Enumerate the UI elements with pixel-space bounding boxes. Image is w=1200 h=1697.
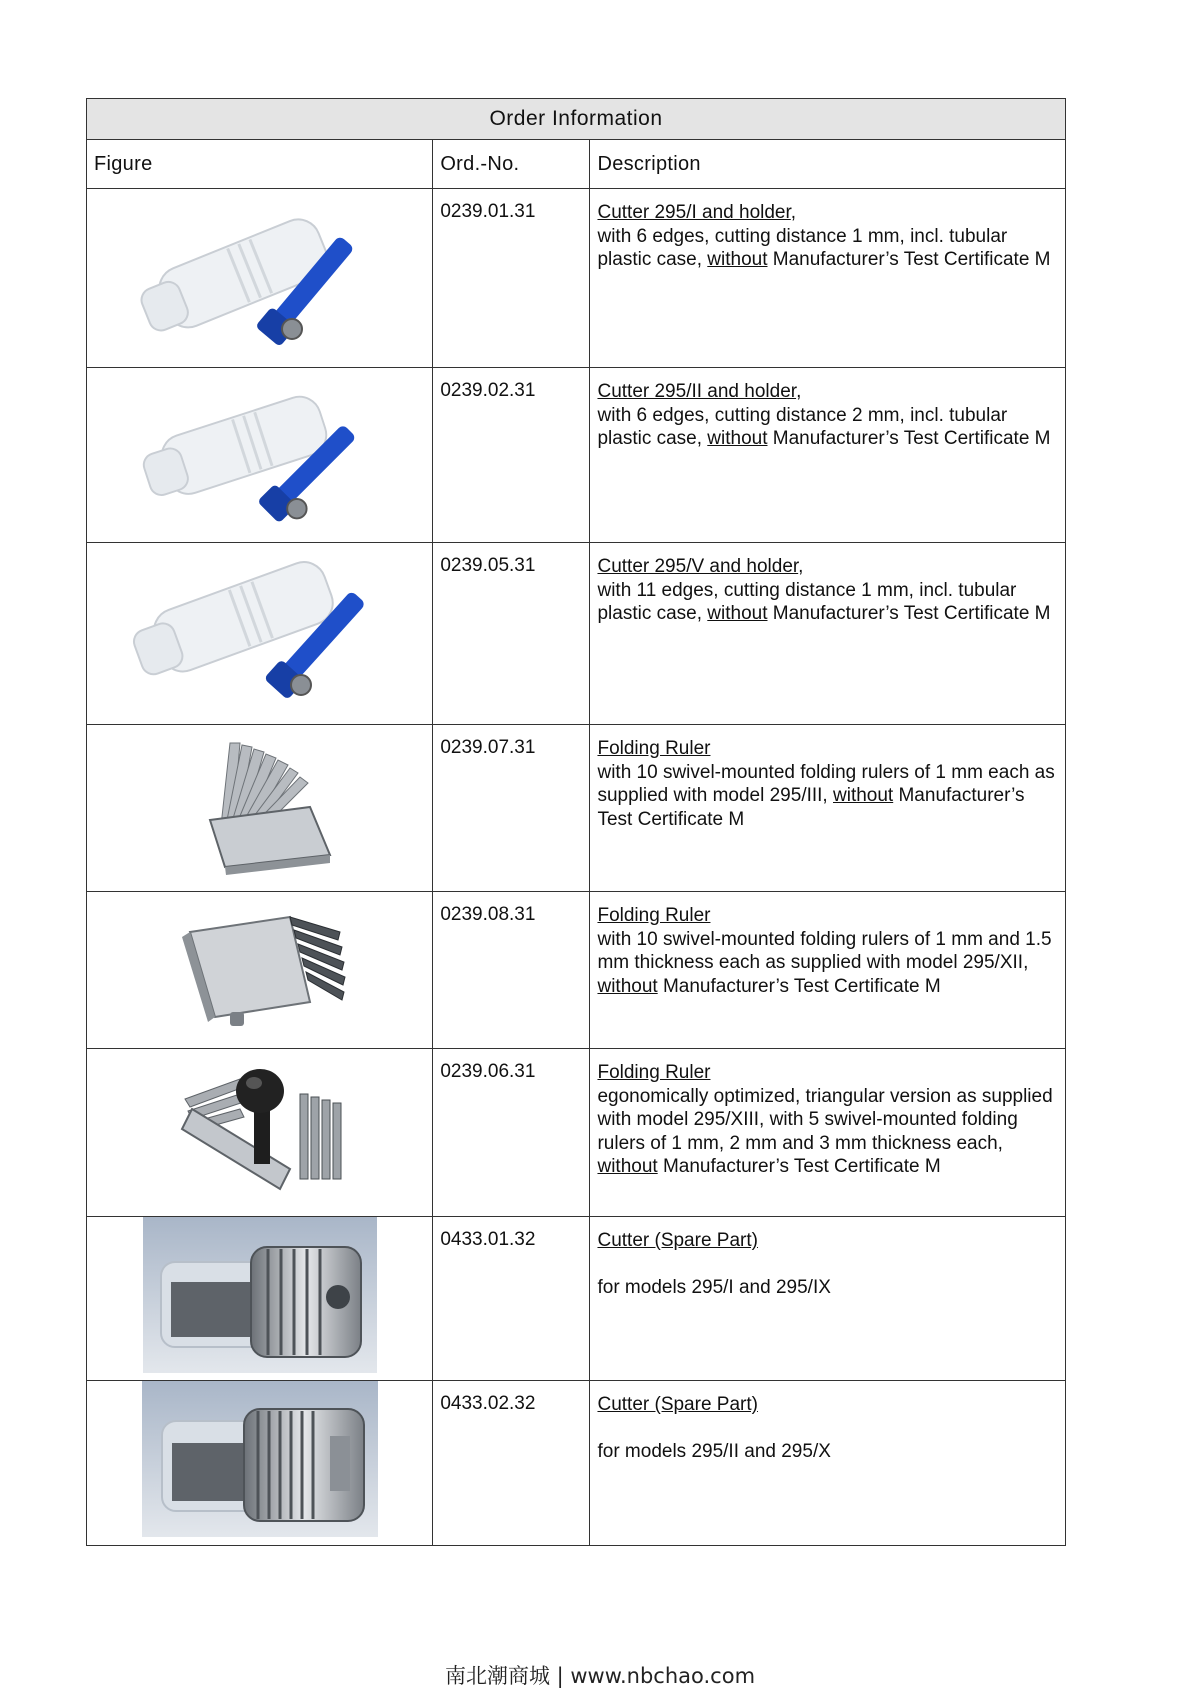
description-cell xyxy=(590,725,1066,892)
ord-no-cell: 0239.08.31 xyxy=(433,892,590,1049)
table-row xyxy=(87,189,1066,368)
table-row xyxy=(87,892,1066,1049)
figure-cell xyxy=(87,543,433,725)
spare-cutter-image xyxy=(143,1217,377,1373)
description-text-end: Manufacturer’s Test Certificate M xyxy=(597,785,1025,830)
ord-no-cell: 0239.02.31 xyxy=(433,368,590,543)
ord-no-cell: 0239.07.31 xyxy=(433,725,590,892)
ord-no-cell: 0239.06.31 xyxy=(433,1049,590,1217)
page-footer: 南北潮商城 | www.nbchao.com xyxy=(444,1664,756,1688)
figure-cell xyxy=(87,1217,433,1381)
figure-cell xyxy=(87,1381,433,1546)
description-without: without xyxy=(707,249,768,270)
table-row xyxy=(87,543,1066,725)
description-heading-suffix: , xyxy=(796,381,802,402)
cutter-holder-image xyxy=(130,368,390,533)
figure-cell xyxy=(87,1049,433,1217)
ord-no-cell: 0433.02.32 xyxy=(433,1381,590,1546)
table-header-row xyxy=(87,140,1066,189)
cutter-holder-image xyxy=(125,543,395,713)
header-figure: Figure xyxy=(87,140,433,189)
description-text-end: Manufacturer’s Test Certificate M xyxy=(657,975,941,997)
description-without: without xyxy=(707,603,768,624)
description-heading: Folding Ruler xyxy=(597,905,711,926)
order-information-table xyxy=(86,98,1066,1546)
description-cell xyxy=(590,543,1066,725)
table-row xyxy=(87,1381,1066,1546)
description-text: for models 295/I and 295/IX xyxy=(597,1277,831,1298)
description-heading: Folding Ruler xyxy=(597,738,711,759)
figure-cell xyxy=(87,725,433,892)
description-text: with 11 edges, cutting distance 1 mm, incl. tubular plastic case, xyxy=(597,579,1017,624)
table-row xyxy=(87,725,1066,892)
description-heading: Cutter (Spare Part) xyxy=(597,1394,758,1415)
description-cell xyxy=(590,1381,1066,1546)
description-heading-suffix: , xyxy=(798,556,804,577)
spare-cutter-image xyxy=(142,1381,378,1537)
table-row xyxy=(87,368,1066,543)
description-text: with 6 edges, cutting distance 1 mm, incl. tubular plastic case, xyxy=(597,225,1008,270)
table-row xyxy=(87,1049,1066,1217)
cutter-holder-image xyxy=(130,189,390,359)
table-row xyxy=(87,1217,1066,1381)
description-text-end: Manufacturer’s Test Certificate M xyxy=(767,249,1051,270)
description-cell xyxy=(590,1049,1066,1217)
description-without: without xyxy=(833,785,894,806)
description-text: with 10 swivel-mounted folding rulers of 1 mm each as supplied with model 295/III, xyxy=(597,761,1055,806)
description-text: egonomically optimized, triangular version as supplied with model 295/XIII, with 5 swivel-mounted folding rulers of 1 mm, 2 mm and 3 mm thickness each, xyxy=(597,1085,1053,1154)
description-heading: Folding Ruler xyxy=(597,1062,711,1083)
description-heading: Cutter 295/V and holder xyxy=(597,556,799,577)
description-heading-suffix: , xyxy=(790,202,797,223)
description-heading: Cutter 295/II and holder xyxy=(597,381,797,402)
description-text: with 6 edges, cutting distance 2 mm, incl. tubular plastic case, xyxy=(597,404,1008,449)
figure-cell xyxy=(87,892,433,1049)
folding-ruler-image xyxy=(170,892,350,1037)
description-text: with 10 swivel-mounted folding rulers of 1 mm and 1.5 mm thickness each as supplied with model 295/XII, xyxy=(597,928,1052,973)
description-without: without xyxy=(707,428,768,449)
description-without: without xyxy=(597,975,658,997)
description-text: for models 295/II and 295/X xyxy=(597,1441,831,1462)
ord-no-cell: 0239.01.31 xyxy=(433,189,590,368)
folding-ruler-image xyxy=(180,725,340,875)
description-without: without xyxy=(597,1156,658,1177)
description-cell xyxy=(590,1217,1066,1381)
figure-cell xyxy=(87,368,433,543)
description-cell xyxy=(590,368,1066,543)
ord-no-cell: 0433.01.32 xyxy=(433,1217,590,1381)
description-cell xyxy=(590,892,1066,1049)
description-heading: Cutter 295/I and holder xyxy=(597,202,791,223)
description-text-end: Manufacturer’s Test Certificate M xyxy=(767,603,1051,624)
description-text-end: Manufacturer’s Test Certificate M xyxy=(657,1156,941,1177)
header-description: Description xyxy=(590,140,1066,189)
triangular-ruler-image xyxy=(170,1049,350,1209)
description-text-end: Manufacturer’s Test Certificate M xyxy=(767,428,1051,449)
header-ord-no: Ord.-No. xyxy=(433,140,590,189)
figure-cell xyxy=(87,189,433,368)
description-heading: Cutter (Spare Part) xyxy=(597,1230,758,1251)
description-cell xyxy=(590,189,1066,368)
table-title: Order Information xyxy=(87,99,1066,140)
ord-no-cell: 0239.05.31 xyxy=(433,543,590,725)
